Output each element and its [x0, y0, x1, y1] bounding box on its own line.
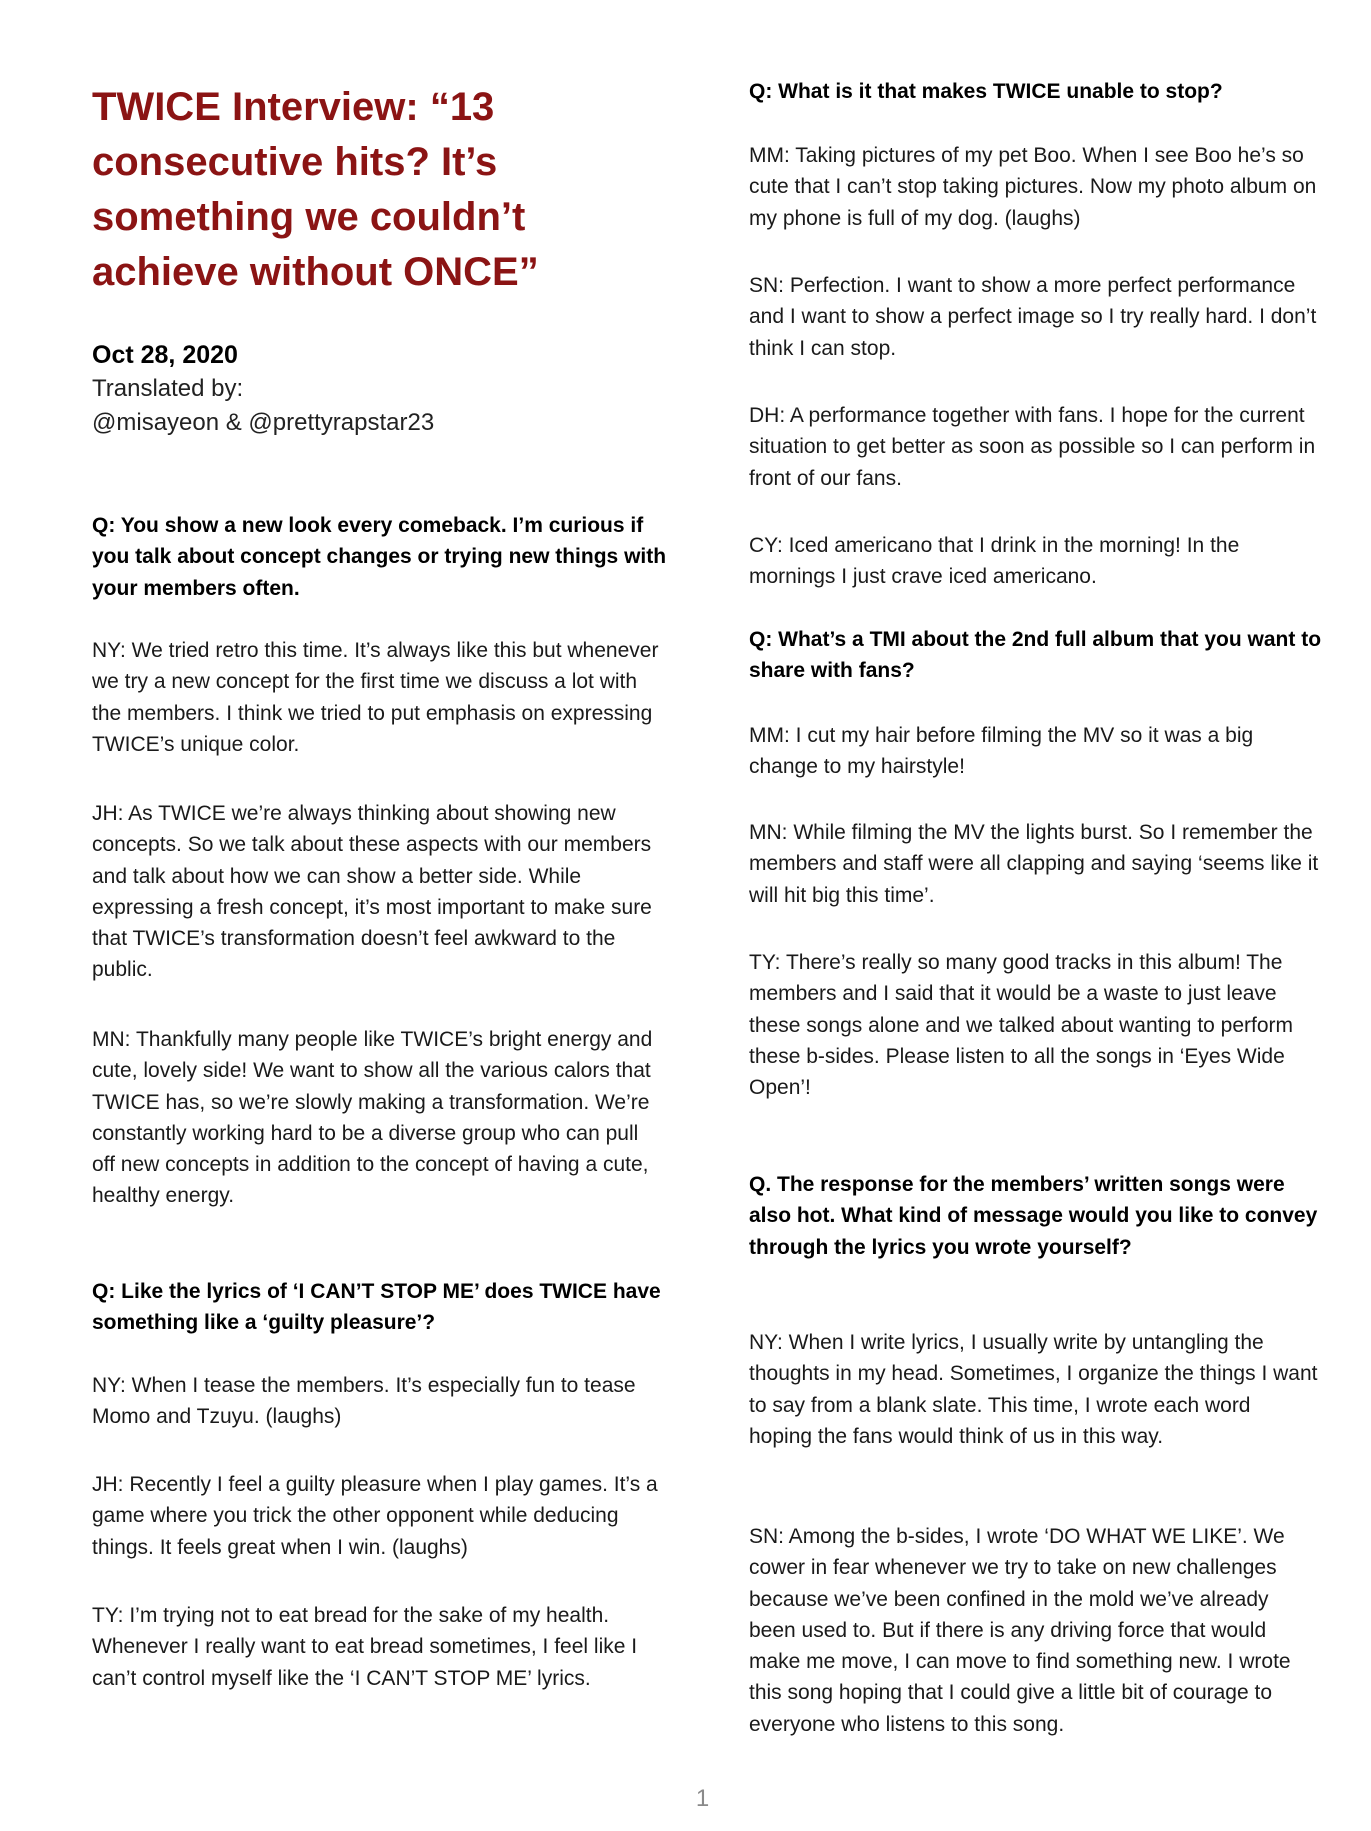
answer-mm-tmi: MM: I cut my hair before filming the MV so it was a big change to my hairstyle!	[749, 724, 1254, 779]
answer-jh-concept: JH: As TWICE we’re always thinking about showing new concepts. So we talk about these aspects with our members and talk about how we can show a better side. While expressing a fresh concept, it’s most important to make sure that TWICE’s transformation doesn’t feel awkward to the public.	[92, 802, 652, 982]
answer-ty-tmi: TY: There’s really so many good tracks in this album! The members and I said that it would be a waste to just leave these songs alone and we talked about wanting to perform these b-sides. Please listen to all the songs in ‘Eyes Wide Open’!	[749, 951, 1294, 1100]
question-written-songs: Q. The response for the members’ written songs were also hot. What kind of message would you like to convey through the lyrics you wrote yourself?	[749, 1173, 1318, 1259]
publish-date: Oct 28, 2020	[92, 341, 238, 369]
answer-ny-lyrics: NY: When I write lyrics, I usually write by untangling the thoughts in my head. Sometimes, I organize the things I want to say from a blank slate. This time, I wrote each word hoping the fans would think of us in this way.	[749, 1331, 1318, 1448]
answer-mm-stop: MM: Taking pictures of my pet Boo. When I see Boo he’s so cute that I can’t stop taking pictures. Now my photo album on my phone is full of my dog. (laughs)	[749, 144, 1317, 230]
answer-mn-concept: MN: Thankfully many people like TWICE’s bright energy and cute, lovely side! We want to show all the various calors that TWICE has, so we’re slowly making a transformation. We’re constantly working hard to be a diverse group who can pull off new concepts in addition to the concept of having a cute, healthy energy.	[92, 1028, 653, 1208]
translator-label: Translated by:	[92, 375, 244, 402]
answer-cy-stop: CY: Iced americano that I drink in the morning! In the mornings I just crave iced americano.	[749, 534, 1240, 589]
answer-ny-concept: NY: We tried retro this time. It’s always like this but whenever we try a new concept for the first time we discuss a lot with the members. I think we tried to put emphasis on expressing TWICE’s unique color.	[92, 639, 659, 756]
article-title: TWICE Interview: “13 consecutive hits? It’s something we couldn’t achieve without ONCE”	[92, 85, 539, 294]
answer-jh-guilty: JH: Recently I feel a guilty pleasure when I play games. It’s a game where you trick the other opponent while deducing things. It feels great when I win. (laughs)	[92, 1473, 658, 1559]
page-number: 1	[695, 1785, 710, 1812]
question-concept-changes: Q: You show a new look every comeback. I’m curious if you talk about concept changes or trying new things with your members often.	[92, 514, 667, 600]
translator-names: @misayeon & @prettyrapstar23	[92, 409, 435, 436]
question-guilty-pleasure: Q: Like the lyrics of ‘I CAN’T STOP ME’ does TWICE have something like a ‘guilty pleasure’?	[92, 1280, 661, 1335]
answer-dh-stop: DH: A performance together with fans. I hope for the current situation to get better as soon as possible so I can perform in front of our fans.	[749, 404, 1316, 490]
answer-sn-lyrics: SN: Among the b-sides, I wrote ‘DO WHAT WE LIKE’. We cower in fear whenever we try to take on new challenges because we’ve been confined in the mold we’ve already been used to. But if there is any driving force that would make me move, I can move to find something new. I wrote this song hoping that I could give a little bit of courage to everyone who listens to this song.	[749, 1525, 1291, 1736]
answer-sn-stop: SN: Perfection. I want to show a more perfect performance and I want to show a perfect image so I try really hard. I don’t think I can stop.	[749, 274, 1317, 360]
answer-ny-guilty: NY: When I tease the members. It’s especially fun to tease Momo and Tzuyu. (laughs)	[92, 1374, 636, 1429]
question-unable-to-stop: Q: What is it that makes TWICE unable to stop?	[749, 80, 1223, 103]
answer-mn-tmi: MN: While filming the MV the lights burst. So I remember the members and staff were all clapping and saying ‘seems like it will hit big this time’.	[749, 821, 1319, 907]
question-tmi-album: Q: What’s a TMI about the 2nd full album that you want to share with fans?	[749, 628, 1322, 683]
answer-ty-guilty: TY: I’m trying not to eat bread for the sake of my health. Whenever I really want to eat bread sometimes, I feel like I can’t control myself like the ‘I CAN’T STOP ME’ lyrics.	[92, 1604, 638, 1690]
